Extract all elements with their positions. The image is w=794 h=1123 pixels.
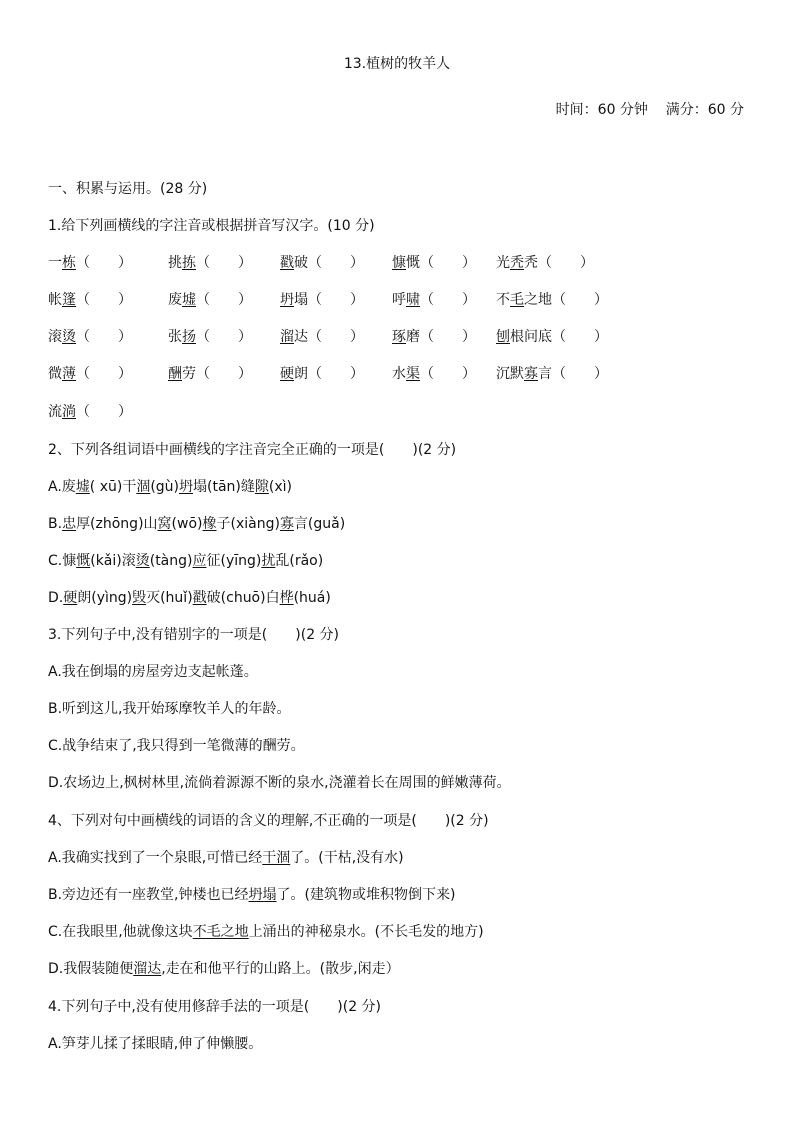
vocab-text: 滚: [48, 329, 62, 345]
answer-blank: （ ）: [538, 255, 594, 271]
question-4-option-d: [48, 958, 400, 978]
vocab-text: 一: [48, 255, 62, 271]
vocab-item: [48, 401, 132, 421]
underlined-char: 桦: [279, 590, 294, 606]
vocab-item: [392, 252, 476, 272]
vocab-underlined-char: 溜: [280, 329, 294, 345]
answer-blank: （ ）: [76, 404, 132, 420]
vocab-item: [168, 363, 252, 383]
option-text: 了。(干枯,没有水): [290, 850, 404, 866]
option-text: A.废: [48, 479, 76, 495]
underlined-char: 忠: [62, 516, 77, 532]
vocab-text: 废: [168, 292, 182, 308]
vocab-item: [392, 326, 476, 346]
underlined-char: 隙: [254, 479, 269, 495]
vocab-text: 挑: [168, 255, 182, 271]
answer-blank: （ ）: [76, 366, 132, 382]
underlined-char: 应: [192, 553, 207, 569]
option-text: D.我假装随便: [48, 961, 134, 977]
section-heading: 一、积累与运用。(28 分): [48, 181, 208, 197]
option-text: ( xū)干: [89, 479, 137, 495]
answer-blank: （ ）: [420, 366, 476, 382]
answer-blank: （ ）: [308, 292, 364, 308]
option-text: B.: [48, 516, 63, 532]
option-text: (huá): [293, 590, 331, 606]
option-text: ,走在和他平行的山路上。(散步,闲走）: [161, 961, 400, 977]
answer-blank: （ ）: [308, 366, 364, 382]
option-text: 子(xiàng): [216, 516, 280, 532]
vocab-underlined-char: 戳: [280, 255, 294, 271]
underlined-char: 涸: [136, 479, 151, 495]
vocab-underlined-char: 寡: [524, 366, 538, 382]
question-4-option-a: [48, 847, 404, 867]
underlined-char: 不毛之地: [192, 924, 249, 940]
answer-blank: （ ）: [552, 366, 608, 382]
question-4-option-b: [48, 884, 455, 904]
option-text: D.: [48, 590, 64, 606]
vocab-text: 帐: [48, 292, 62, 308]
vocab-item: [496, 289, 608, 309]
answer-blank: （ ）: [552, 329, 608, 345]
vocab-underlined-char: 篷: [62, 292, 76, 308]
option-text: 言(guǎ): [293, 516, 346, 532]
answer-blank: （ ）: [420, 255, 476, 271]
question-2-option-d: [48, 587, 331, 607]
question-3-option-b: B.听到这儿,我开始琢摩牧羊人的年龄。: [48, 701, 291, 717]
vocab-underlined-char: 拣: [182, 255, 196, 271]
vocab-text: 秃: [524, 255, 538, 271]
question-5-stem: 4.下列句子中,没有使用修辞手法的一项是( )(2 分): [48, 999, 382, 1015]
vocab-item: [48, 252, 132, 272]
question-3-stem: 3.下列句子中,没有错别字的一项是( )(2 分): [48, 627, 340, 643]
vocab-text: 劳: [182, 366, 196, 382]
vocab-underlined-char: 酬: [168, 366, 182, 382]
option-text: 了。(建筑物或堆积物倒下来): [276, 887, 456, 903]
question-2-option-c: [48, 550, 323, 570]
answer-blank: （ ）: [196, 329, 252, 345]
answer-blank: （ ）: [420, 292, 476, 308]
vocab-underlined-char: 薄: [62, 366, 76, 382]
vocab-underlined-char: 刨: [496, 329, 510, 345]
vocab-text: 言: [538, 366, 552, 382]
option-text: (kǎi)滚: [90, 553, 136, 569]
option-text: (tàng): [149, 553, 193, 569]
vocab-underlined-char: 毛: [510, 292, 524, 308]
underlined-char: 硬: [63, 590, 78, 606]
answer-blank: （ ）: [76, 255, 132, 271]
vocab-underlined-char: 慷: [392, 255, 406, 271]
underlined-char: 坍: [179, 479, 194, 495]
option-text: 朗(yìng): [77, 590, 133, 606]
vocab-underlined-char: 扬: [182, 329, 196, 345]
vocab-item: [168, 252, 252, 272]
answer-blank: （ ）: [552, 292, 608, 308]
option-text: (xì): [268, 479, 292, 495]
option-text: (wō): [171, 516, 203, 532]
option-text: 上涌出的神秘泉水。(不长毛发的地方): [248, 924, 484, 940]
question-5-option-a: A.笋芽儿揉了揉眼睛,伸了伸懒腰。: [48, 1036, 263, 1052]
question-3-option-c: C.战争结束了,我只得到一笔微薄的酬劳。: [48, 738, 305, 754]
vocab-text: 光: [496, 255, 510, 271]
vocab-item: [168, 289, 252, 309]
answer-blank: （ ）: [196, 255, 252, 271]
vocab-underlined-char: 栋: [62, 255, 76, 271]
vocab-text: 微: [48, 366, 62, 382]
question-3-option-a: A.我在倒塌的房屋旁边支起帐蓬。: [48, 664, 258, 680]
option-text: A.我确实找到了一个泉眼,可惜已经: [48, 850, 263, 866]
vocab-underlined-char: 琢: [392, 329, 406, 345]
option-text: 塌(tān): [193, 479, 241, 495]
answer-blank: （ ）: [76, 292, 132, 308]
vocab-item: [496, 326, 608, 346]
question-2-stem: 2、下列各组词语中画横线的字注音完全正确的一项是( )(2 分): [48, 442, 457, 458]
option-text: 破(chuō)白: [206, 590, 280, 606]
vocab-text: 水: [392, 366, 406, 382]
vocab-item: [496, 252, 594, 272]
vocab-underlined-char: 秃: [510, 255, 524, 271]
underlined-char: 墟: [75, 479, 90, 495]
vocab-text: 朗: [294, 366, 308, 382]
underlined-char: 橡: [202, 516, 217, 532]
underlined-char: 烫: [135, 553, 150, 569]
question-1-stem: 1.给下列画横线的字注音或根据拼音写汉字。(10 分): [48, 218, 375, 234]
vocab-item: [392, 363, 476, 383]
underlined-char: 干涸: [262, 850, 291, 866]
underlined-char: 溜达: [133, 961, 162, 977]
vocab-text: 不: [496, 292, 510, 308]
vocab-item: [496, 363, 608, 383]
underlined-char: 戳: [192, 590, 207, 606]
vocab-text: 流: [48, 404, 62, 420]
option-text: 征(yīng): [206, 553, 262, 569]
vocab-underlined-char: 渠: [406, 366, 420, 382]
vocab-underlined-char: 烫: [62, 329, 76, 345]
question-2-option-a: [48, 476, 292, 496]
vocab-underlined-char: 墟: [182, 292, 196, 308]
vocab-underlined-char: 硬: [280, 366, 294, 382]
vocab-item: [280, 289, 364, 309]
underlined-char: 毁: [132, 590, 147, 606]
answer-blank: （ ）: [308, 329, 364, 345]
vocab-text: 张: [168, 329, 182, 345]
vocab-text: 根问底: [510, 329, 552, 345]
vocab-text: 塌: [294, 292, 308, 308]
question-2-option-b: [48, 513, 345, 533]
vocab-text: 之地: [524, 292, 552, 308]
answer-blank: （ ）: [196, 366, 252, 382]
vocab-text: 慨: [406, 255, 420, 271]
option-text: 厚(zhōng)山: [76, 516, 158, 532]
answer-blank: （ ）: [196, 292, 252, 308]
underlined-char: 慨: [76, 553, 91, 569]
option-text: 缝: [240, 479, 255, 495]
option-text: 乱(rǎo): [275, 553, 324, 569]
vocab-underlined-char: 啸: [406, 292, 420, 308]
answer-blank: （ ）: [76, 329, 132, 345]
option-text: C.慷: [48, 553, 77, 569]
underlined-char: 坍塌: [248, 887, 277, 903]
vocab-item: [48, 363, 132, 383]
vocab-text: 磨: [406, 329, 420, 345]
vocab-item: [280, 363, 364, 383]
underlined-char: 扰: [261, 553, 276, 569]
vocab-item: [280, 326, 364, 346]
vocab-item: [280, 252, 364, 272]
option-text: B.旁边还有一座教堂,钟楼也已经: [48, 887, 249, 903]
vocab-text: 达: [294, 329, 308, 345]
question-3-option-d: D.农场边上,枫树林里,流倘着源源不断的泉水,浇灌着长在周围的鲜嫩薄荷。: [48, 775, 511, 791]
underlined-char: 窝: [157, 516, 172, 532]
question-4-option-c: [48, 921, 484, 941]
vocab-text: 破: [294, 255, 308, 271]
vocab-text: 沉默: [496, 366, 524, 382]
vocab-item: [168, 326, 252, 346]
vocab-item: [48, 289, 132, 309]
answer-blank: （ ）: [308, 255, 364, 271]
answer-blank: （ ）: [420, 329, 476, 345]
vocab-item: [392, 289, 476, 309]
option-text: C.在我眼里,他就像这块: [48, 924, 193, 940]
underlined-char: 寡: [279, 516, 294, 532]
vocab-item: [48, 326, 132, 346]
page-title: 13.植树的牧羊人: [343, 56, 451, 72]
vocab-underlined-char: 坍: [280, 292, 294, 308]
question-4-stem: 4、下列对句中画横线的词语的含义的理解,不正确的一项是( )(2 分): [48, 813, 489, 829]
option-text: (gù): [150, 479, 180, 495]
vocab-text: 呼: [392, 292, 406, 308]
vocab-underlined-char: 淌: [62, 404, 76, 420]
option-text: 灭(huǐ): [146, 590, 193, 606]
exam-meta: 时间：60 分钟 满分：60 分: [555, 102, 744, 118]
